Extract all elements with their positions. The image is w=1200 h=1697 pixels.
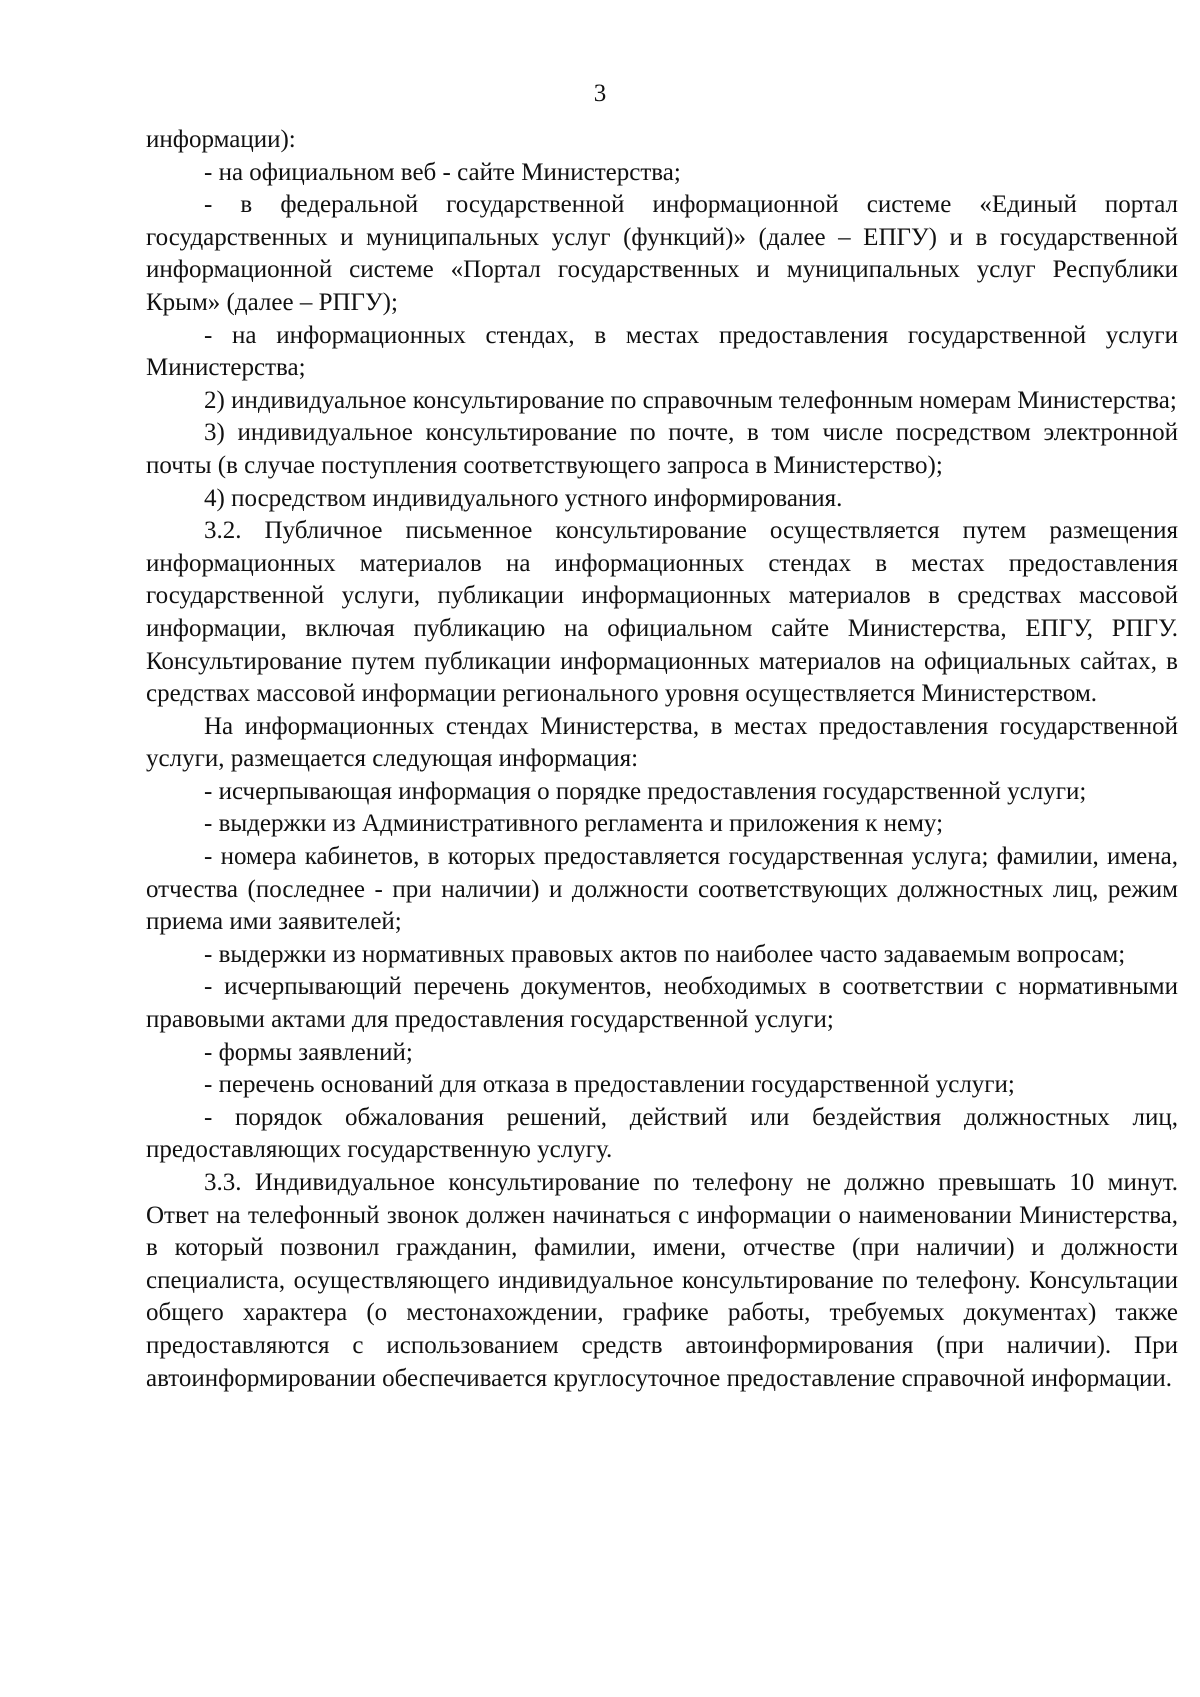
paragraph-list-item: - выдержки из Административного регламента и приложения к нему; xyxy=(204,810,944,838)
document-body xyxy=(146,124,1178,1395)
paragraph-section-3-2: 3.2. Публичное письменное консультирование осуществляется путем размещения информационных материалов на информационных стендах в местах предоставления государственной услуги, публикации информационных материалов в средствах массовой информации, включая публикацию на официальном сайте Министерства, ЕПГУ, РПГУ. Консультирование путем публикации информационных материалов на официальных сайтах, в средствах массовой информации регионального уровня осуществляется Министерством. xyxy=(146,517,1178,708)
paragraph-section-3-3: 3.3. Индивидуальное консультирование по телефону не должно превышать 10 минут. Ответ на телефонный звонок должен начинаться с информации о наименовании Министерства, в который позвонил гражданин, фамилии, имени, отчестве (при наличии) и должности специалиста, осуществляющего индивидуальное консультирование по телефону. Консультации общего характера (о местонахождении, графике работы, требуемых документах) также предоставляются с использованием средств автоинформирования (при наличии). При автоинформировании обеспечивается круглосуточное предоставление справочной информации. xyxy=(146,1169,1178,1392)
paragraph-list-item: - номера кабинетов, в которых предоставляется государственная услуга; фамилии, имена, отчества (последнее - при наличии) и должности соответствующих должностных лиц, режим приема ими заявителей; xyxy=(146,843,1178,936)
paragraph-list-item: - формы заявлений; xyxy=(204,1038,413,1066)
paragraph-list-item: - на официальном веб - сайте Министерства; xyxy=(204,158,681,186)
paragraph-list-item: - перечень оснований для отказа в предоставлении государственной услуги; xyxy=(204,1071,1015,1099)
paragraph-continuation: информации): xyxy=(146,126,296,153)
paragraph-list-item: - в федеральной государственной информационной системе «Единый портал государственных и муниципальных услуг (функций)» (далее – ЕПГУ) и в государственной информационной системе «Портал государственных и муниципальных услуг Республики Крым» (далее – РПГУ); xyxy=(146,191,1178,316)
paragraph-numbered-item: 3) индивидуальное консультирование по почте, в том числе посредством электронной почты (в случае поступления соответствующего запроса в Министерство); xyxy=(146,419,1178,479)
paragraph-list-item: - порядок обжалования решений, действий или бездействия должностных лиц, предоставляющих государственную услугу. xyxy=(146,1103,1178,1164)
paragraph-list-item: - выдержки из нормативных правовых актов по наиболее часто задаваемым вопросам; xyxy=(204,940,1126,968)
paragraph-list-item: - исчерпывающая информация о порядке предоставления государственной услуги; xyxy=(204,777,1087,805)
page-number: 3 xyxy=(593,80,607,107)
paragraph-list-item: - исчерпывающий перечень документов, необходимых в соответствии с нормативными правовыми актами для предоставления государственной услуги; xyxy=(146,973,1178,1034)
paragraph-list-item: - на информационных стендах, в местах предоставления государственной услуги Министерства; xyxy=(146,321,1178,382)
paragraph-numbered-item: 4) посредством индивидуального устного информирования. xyxy=(204,484,843,512)
paragraph: На информационных стендах Министерства, в местах предоставления государственной услуги, размещается следующая информация: xyxy=(146,712,1178,773)
paragraph-numbered-item: 2) индивидуальное консультирование по справочным телефонным номерам Министерства; xyxy=(204,386,1177,414)
